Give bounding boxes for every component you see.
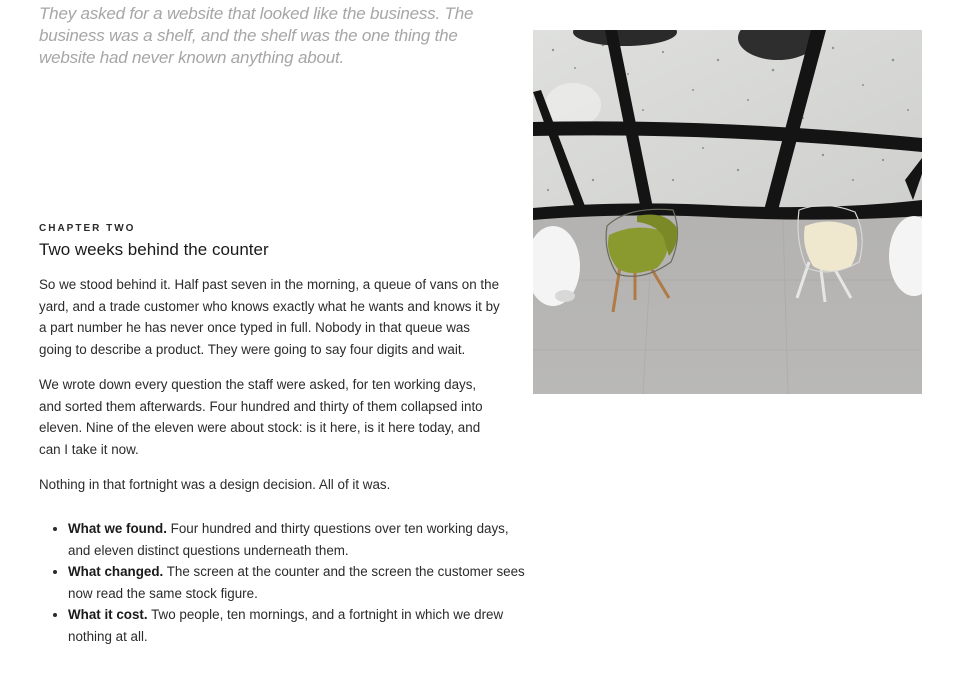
paragraph: So we stood behind it. Half past seven in the morning, a queue of vans on the yard, and a trade customer who knows exactly what he wants and knows it by a part number he has never once typed in full. Nobody in that queue was going to describe a product. They were going to say four digits and wait. [39, 277, 500, 357]
findings-list [39, 518, 528, 647]
finding-label: What changed. [68, 564, 164, 579]
finding-text: Four hundred and thirty questions over ten working days, and eleven distinct questions underneath them. [68, 521, 509, 558]
finding-label: What we found. [68, 521, 167, 536]
pull-quote: They asked for a website that looked like the business. The business was a shelf, and the shelf was the one thing the website had never known anything about. [39, 4, 474, 67]
list-item [68, 561, 528, 604]
article-photo [533, 30, 922, 394]
finding-label: What it cost. [68, 607, 148, 622]
paragraph: Nothing in that fortnight was a design decision. All of it was. [39, 477, 391, 492]
list-item [68, 604, 528, 647]
chapter-label: CHAPTER TWO [39, 223, 136, 234]
list-item [68, 518, 528, 561]
paragraph: We wrote down every question the staff were asked, for ten working days, and sorted them afterwards. Four hundred and thirty of them collapsed into eleven. Nine of the eleven were about stock: is it here, is it here today, and can I take it now. [39, 377, 483, 457]
article-body [39, 274, 501, 510]
finding-text: The screen at the counter and the screen the customer sees now read the same stock figure. [68, 564, 525, 601]
finding-text: Two people, ten mornings, and a fortnight in which we drew nothing at all. [68, 607, 504, 644]
section-heading: Two weeks behind the counter [39, 240, 269, 259]
